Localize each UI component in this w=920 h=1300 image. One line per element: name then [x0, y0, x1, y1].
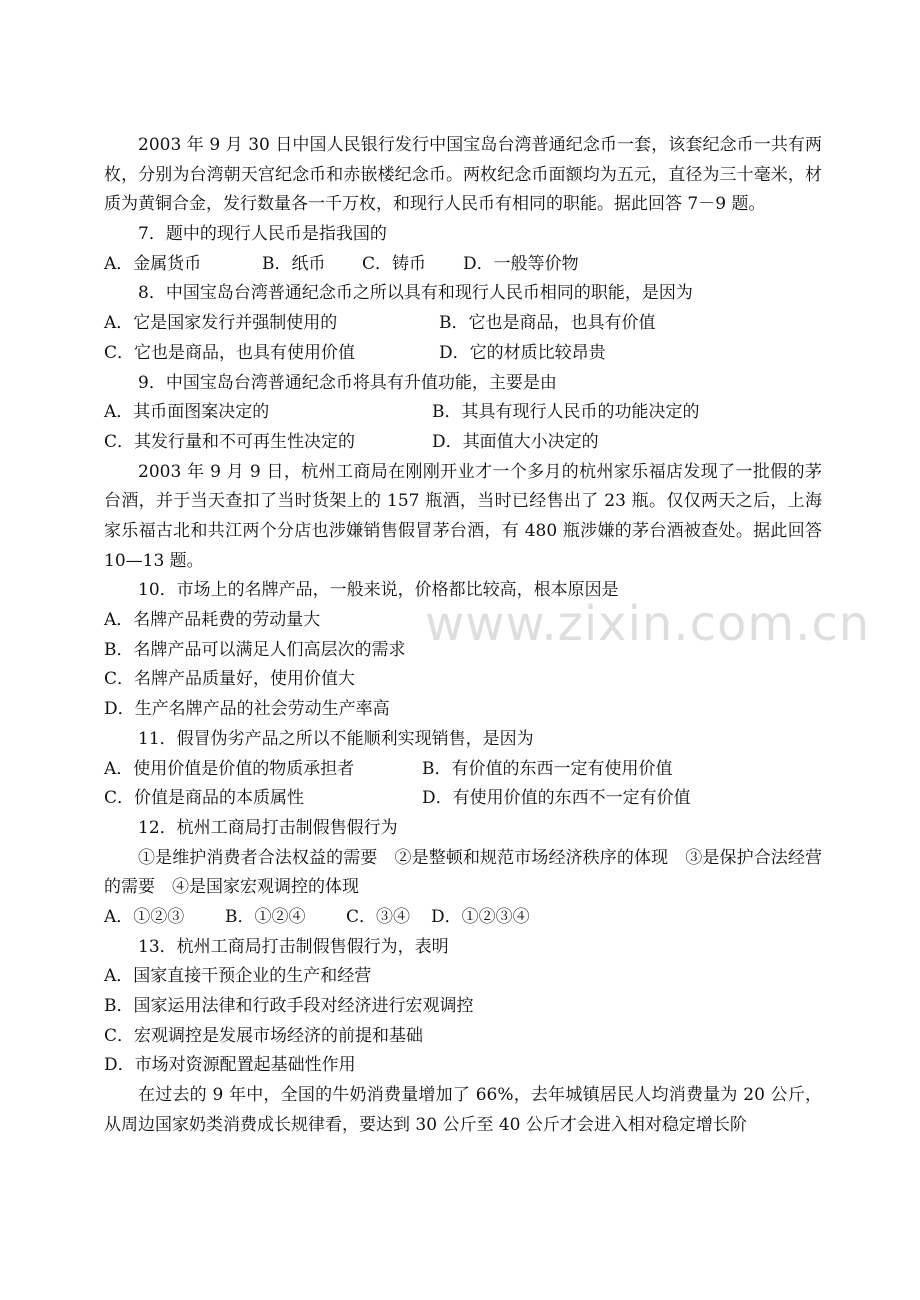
question-8-options-row1	[104, 309, 822, 339]
option-b: B．其具有现行人民币的功能决定的	[432, 402, 700, 423]
option-c: C．它也是商品，也具有使用价值	[104, 342, 356, 363]
option-b: B．有价值的东西一定有使用价值	[422, 758, 673, 779]
question-13-option-a: A．国家直接干预企业的生产和经营	[104, 966, 372, 987]
question-13-stem: 13．杭州工商局打击制假售假行为，表明	[138, 936, 449, 957]
passage-fake-liquor: 2003 年 9 月 9 日，杭州工商局在刚刚开业才一个多月的杭州家乐福店发现了一批假的茅台酒，并于当天查扣了当时货架上的 157 瓶酒，当时已经售出了 23 瓶。仅仅两天之后，上海家乐福古北和共江两个分店也涉嫌销售假冒茅台酒，有 480 瓶涉嫌的茅台酒被查处。据此回答 10—13 题。	[104, 461, 822, 571]
passage-coins: 2003 年 9 月 30 日中国人民银行发行中国宝岛台湾普通纪念币一套，该套纪念币一共有两枚，分别为台湾朝天宫纪念币和赤嵌楼纪念币。两枚纪念币面额均为五元，直径为三十毫米，材质为黄铜合金，发行数量各一千万枚，和现行人民币有相同的职能。据此回答 7－9 题。	[104, 135, 822, 215]
watermark: www.zixin.com.cn	[425, 596, 871, 652]
question-8-options-row2	[104, 339, 822, 369]
question-9-stem: 9．中国宝岛台湾普通纪念币将具有升值功能，主要是由	[138, 372, 557, 393]
option-d: D．它的材质比较昂贵	[439, 342, 606, 363]
question-9-options-row1	[104, 398, 822, 428]
option-a: A．它是国家发行并强制使用的	[104, 313, 338, 334]
question-11-options-row2	[104, 784, 822, 814]
question-11-stem: 11．假冒伪劣产品之所以不能顺利实现销售，是因为	[138, 728, 534, 749]
option-c: C．价值是商品的本质属性	[104, 788, 305, 809]
option-d: D．①②③④	[431, 907, 530, 928]
option-d: D．一般等价物	[463, 253, 579, 274]
question-13-option-d: D．市场对资源配置起基础性作用	[104, 1055, 356, 1076]
option-a: A．①②③	[104, 907, 185, 928]
passage-milk: 在过去的 9 年中，全国的牛奶消费量增加了 66%，去年城镇居民人均消费量为 20 公斤，从周边国家奶类消费成长规律看，要达到 30 公斤至 40 公斤才会进入相对稳定增长阶	[104, 1085, 822, 1135]
question-9-options-row2	[104, 428, 822, 458]
question-10-option-a: A．名牌产品耗费的劳动量大	[104, 610, 321, 631]
option-b: B．它也是商品，也具有价值	[439, 313, 656, 334]
option-c: C．③④	[346, 907, 411, 928]
option-d: D．有使用价值的东西不一定有价值	[422, 788, 691, 809]
option-d: D．其面值大小决定的	[432, 431, 599, 452]
question-7-stem: 7．题中的现行人民币是指我国的	[138, 224, 387, 245]
question-10-option-c: C．名牌产品质量好，使用价值大	[104, 669, 356, 690]
question-12-options	[104, 903, 822, 933]
question-8-stem: 8．中国宝岛台湾普通纪念币之所以具有和现行人民币相同的职能，是因为	[138, 283, 693, 304]
option-a: A．金属货币	[104, 253, 202, 274]
option-c: C．铸币	[362, 253, 427, 274]
question-13-option-b: B．国家运用法律和行政手段对经济进行宏观调控	[104, 996, 474, 1017]
question-12-stem: 12．杭州工商局打击制假售假行为	[138, 817, 398, 838]
question-10-option-b: B．名牌产品可以满足人们高层次的需求	[104, 639, 406, 660]
question-7-options	[104, 250, 822, 280]
option-b: B．①②④	[225, 907, 306, 928]
question-13-option-c: C．宏观调控是发展市场经济的前提和基础	[104, 1025, 424, 1046]
question-11-options-row1	[104, 755, 822, 785]
question-10-option-d: D．生产名牌产品的社会劳动生产率高	[104, 699, 390, 720]
option-c: C．其发行量和不可再生性决定的	[104, 431, 356, 452]
option-a: A．其币面图案决定的	[104, 402, 270, 423]
question-12-statements: ①是维护消费者合法权益的需要 ②是整顿和规范市场经济秩序的体现 ③是保护合法经营的需要 ④是国家宏观调控的体现	[104, 847, 822, 898]
option-b: B．纸币	[262, 253, 326, 274]
option-a: A．使用价值是价值的物质承担者	[104, 758, 355, 779]
exam-page	[104, 131, 822, 1141]
question-10-stem: 10．市场上的名牌产品，一般来说，价格都比较高，根本原因是	[138, 580, 619, 601]
